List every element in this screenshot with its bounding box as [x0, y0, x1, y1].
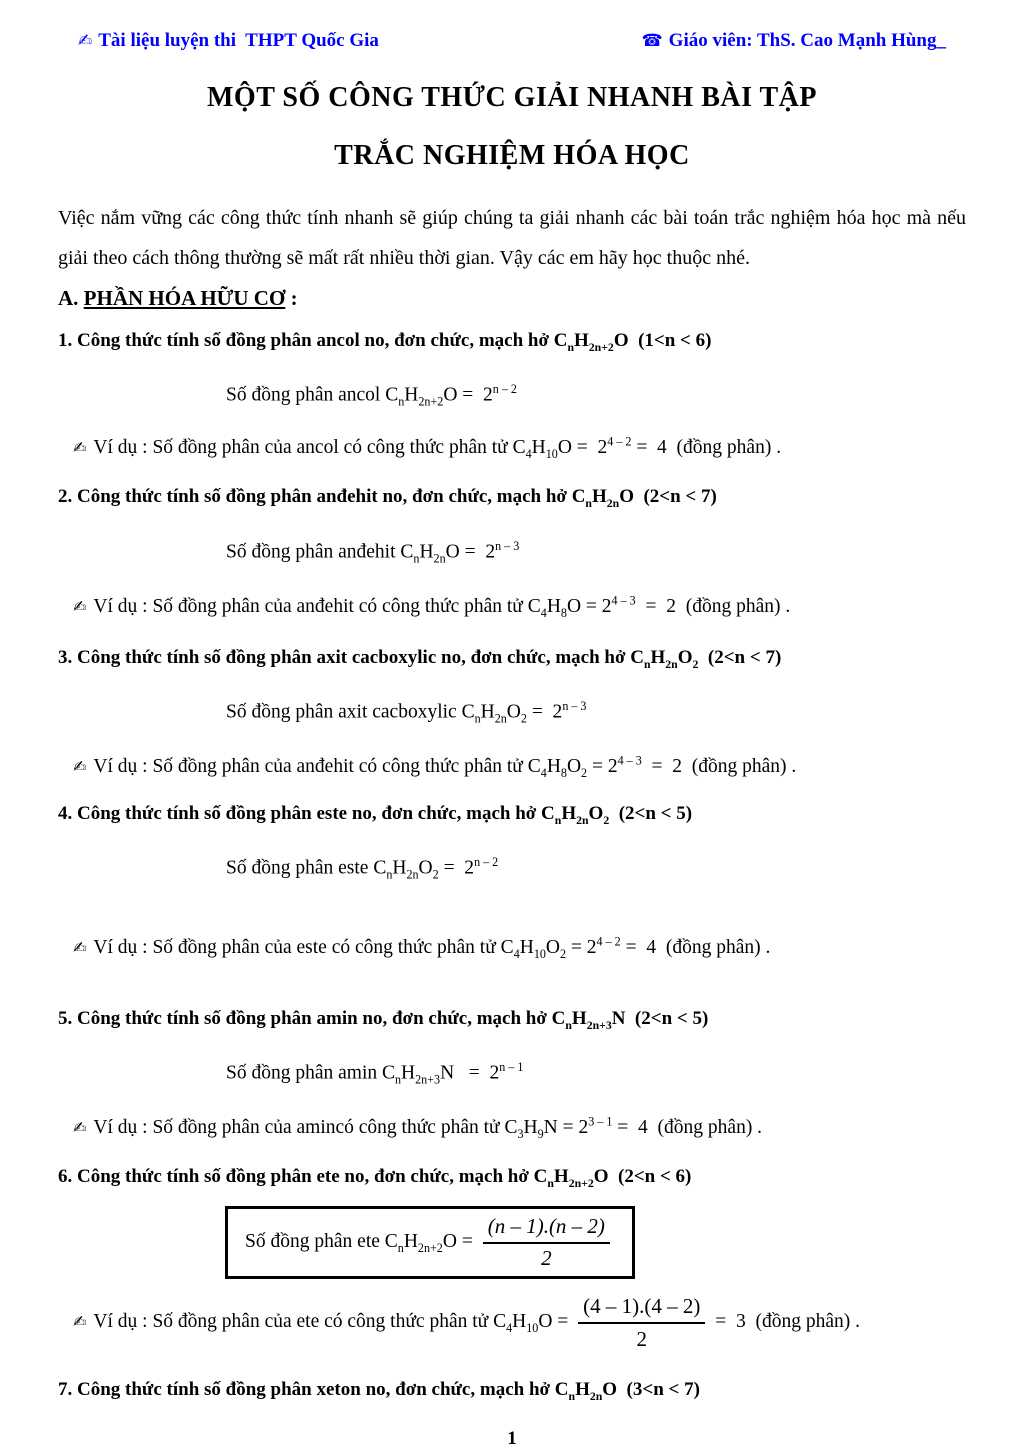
pen-icon: ✍: [78, 31, 93, 51]
document-title-line2: TRẮC NGHIỆM HÓA HỌC: [334, 140, 690, 171]
item-1-example-text: Ví dụ : Số đồng phân của ancol có công thức phân tử $C_4H_{10}O = 2^{4 - 2} = 4$ (đồng phân) .: [93, 434, 782, 461]
section-a-heading: A. PHẦN HÓA HỮU CƠ :: [58, 286, 298, 310]
formula-item-6: [58, 1165, 966, 1352]
header-left-text: Tài liệu luyện thi THPT Quốc Gia: [98, 30, 379, 51]
item-6-formula: Số đồng phân ete $C_nH_{2n+2}O$ = $\frac{(n - 1).(n - 2)}{2}$: [245, 1214, 615, 1271]
pen-icon: ✍: [73, 938, 87, 958]
item-5-formula: Số đồng phân amin $C_nH_{2n+3}N = 2^{n - 1}$: [226, 1060, 524, 1087]
item-4-example: [73, 929, 966, 967]
item-7-heading: 7. Công thức tính số đồng phân xeton no, đơn chức, mạch hở $C_nH_{2n}O$ (3<n < 7): [58, 1378, 700, 1403]
pen-icon: ✍: [73, 1118, 87, 1137]
item-2-example-text: Ví dụ : Số đồng phân của anđehit có công thức phân tử $C_4H_8O = 2^{4 - 3} = 2$ (đồng phân) .: [93, 593, 791, 621]
item-5-example: [73, 1109, 966, 1147]
boxed-formula: [225, 1206, 635, 1279]
item-5-example-text: Ví dụ : Số đồng phân của amincó công thức phân tử $C_3H_9N = 2^{3 - 1} = 4$ (đồng phân) .: [93, 1114, 763, 1141]
formula-item-1: [58, 329, 966, 467]
item-4-formula: Số đồng phân este $C_nH_{2n}O_2 = 2^{n - 2}$: [226, 854, 499, 881]
formula-item-7: [58, 1378, 966, 1409]
pen-icon: ✍: [73, 1311, 87, 1331]
item-4-example-text: Ví dụ : Số đồng phân của este có công thức phân tử $C_4H_{10}O_2 = 2^{4 - 2} = 4$ (đồng phân) .: [93, 934, 771, 962]
item-6-example-text: Ví dụ : Số đồng phân của ete có công thức phân tử $C_4H_{10}O$ = $\frac{(4 - 1).(4 - 2)}{2}$ = 3 (đồng phân) .: [93, 1293, 861, 1351]
pen-icon: ✍: [73, 437, 87, 457]
pen-icon: ✍: [73, 756, 87, 776]
item-4-heading: 4. Công thức tính số đồng phân este no, đơn chức, mạch hở $C_nH_{2n}O_2$ (2<n < 5): [58, 802, 693, 827]
item-5-heading: 5. Công thức tính số đồng phân amin no, đơn chức, mạch hở $C_nH_{2n+3}N$ (2<n < 5): [58, 1008, 709, 1033]
item-2-formula: Số đồng phân anđehit $C_nH_{2n}O = 2^{n - 3}$: [226, 539, 520, 566]
page-number: 1: [507, 1428, 517, 1450]
header-right: [641, 30, 946, 52]
item-6-example: [73, 1293, 966, 1352]
document-header: [58, 30, 966, 52]
item-1-heading: 1. Công thức tính số đồng phân ancol no, đơn chức, mạch hở $C_nH_{2n+2}O$ (1<n < 6): [58, 330, 712, 354]
formula-item-3: [58, 646, 966, 786]
header-right-text: Giáo viên: ThS. Cao Mạnh Hùng_: [668, 30, 946, 51]
item-2-heading: 2. Công thức tính số đồng phân anđehit no, đơn chức, mạch hở $C_nH_{2n}O$ (2<n < 7): [58, 485, 717, 510]
pen-icon: ✍: [73, 597, 87, 617]
intro-paragraph: Việc nắm vững các công thức tính nhanh sẽ giúp chúng ta giải nhanh các bài toán trắc nghiệm hóa học mà nếu giải theo cách thông thường sẽ mất rất nhiều thời gian. Vậy các em hãy học thuộc nhé.: [58, 207, 971, 269]
item-2-example: [73, 588, 966, 626]
header-left: [78, 30, 379, 52]
item-3-formula: Số đồng phân axit cacboxylic $C_nH_{2n}O_2 = 2^{n - 3}$: [226, 698, 587, 726]
formula-item-2: [58, 485, 966, 627]
document-title-line1: MỘT SỐ CÔNG THỨC GIẢI NHANH BÀI TẬP: [207, 82, 817, 113]
formula-item-5: [58, 1007, 966, 1147]
item-3-example: [73, 747, 966, 785]
formula-item-4: [58, 802, 966, 968]
item-3-example-text: Ví dụ : Số đồng phân của anđehit có công thức phân tử $C_4H_8O_2 = 2^{4 - 3} = 2$ (đồng phân) .: [93, 753, 797, 780]
phone-icon: ☎: [641, 31, 663, 51]
item-1-example: [73, 428, 966, 466]
item-1-formula: Số đồng phân ancol $C_nH_{2n+2}O = 2^{n - 2}$: [226, 381, 517, 409]
item-3-heading: 3. Công thức tính số đồng phân axit cacboxylic no, đơn chức, mạch hở $C_nH_{2n}O_2$ (2<n < 7): [58, 647, 782, 671]
item-6-heading: 6. Công thức tính số đồng phân ete no, đơn chức, mạch hở $C_nH_{2n+2}O$ (2<n < 6): [58, 1165, 692, 1190]
